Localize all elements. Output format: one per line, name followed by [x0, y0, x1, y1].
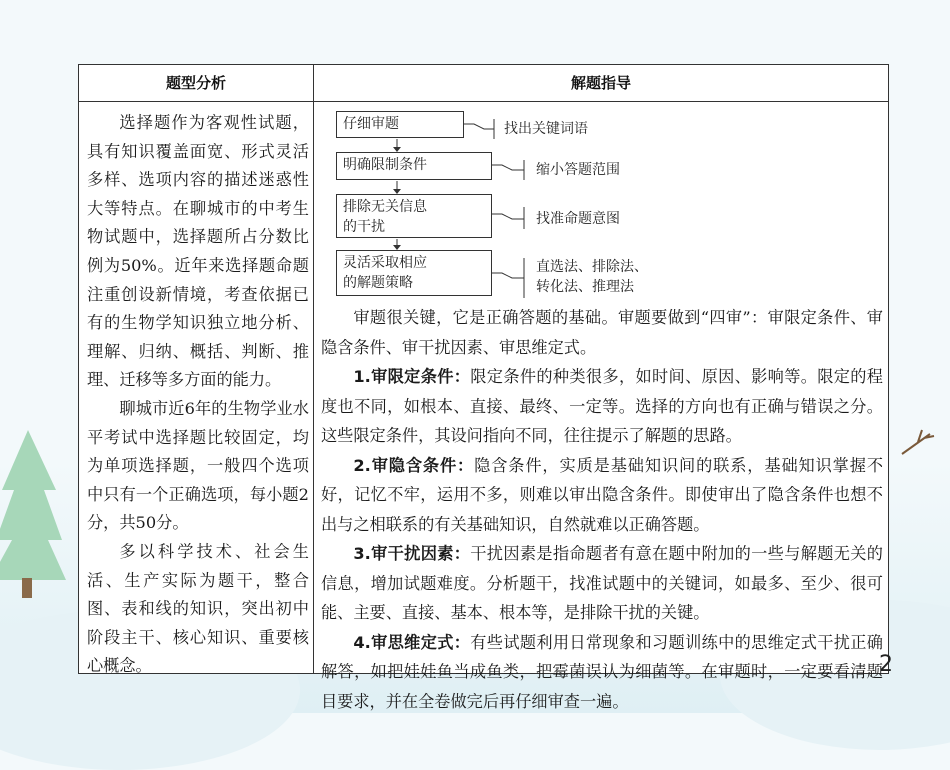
- flow-box-label: 仔细审题: [343, 116, 399, 132]
- flowchart: [314, 101, 889, 301]
- flow-box-strategy: [336, 250, 492, 296]
- analysis-text: [87, 109, 309, 681]
- guide-item: [321, 451, 883, 540]
- header-solving-guide: 解题指导: [570, 74, 631, 92]
- analysis-paragraph: 选择题作为客观性试题，具有知识覆盖面宽、形式灵活多样、选项内容的描述迷惑性大等特点。在聊城市的中考生物试题中，选择题所占分数比例为50%。近年来选择题命题注重创设新情境，考查依据已有的生物学知识独立地分析、理解、归纳、概括、判断、推理、迁移等多方面的能力。: [87, 113, 309, 390]
- flow-box-label: 明确限制条件: [343, 157, 427, 173]
- flow-result-keywords: 找出关键词语: [504, 121, 588, 137]
- guide-item-heading: 1.审限定条件：: [353, 367, 471, 386]
- guide-table: [78, 64, 889, 711]
- flow-result-methods: 转化法、推理法: [536, 279, 634, 295]
- guide-intro: 审题很关键，它是正确答题的基础。审题要做到“四审”：审限定条件、审隐含条件、审干扰因素、审思维定式。: [321, 308, 883, 357]
- guide-item-heading: 3.审干扰因素：: [353, 544, 471, 563]
- tree-icon: [0, 430, 80, 600]
- guide-item-heading: 4.审思维定式：: [353, 632, 471, 652]
- guide-item-heading: 2.审隐含条件：: [353, 455, 475, 475]
- flow-result-intent: 找准命题意图: [536, 211, 620, 227]
- guide-item-text: 有些试题利用日常现象和习题训练中的思维定式干扰正确解答，如把娃娃鱼当成鱼类，把霉菌误认为细菌等。在审题时，一定要看清题目要求，并在全卷做完后再仔细审查一遍。: [321, 632, 883, 711]
- flow-box-read-carefully: [336, 111, 464, 138]
- analysis-paragraph: 聊城市近6年的生物学业水平考试中选择题比较固定，均为单项选择题，一般四个选项中只有一个正确选项，每小题2分，共50分。: [87, 398, 309, 533]
- flow-box-label: 灵活采取相应: [343, 255, 427, 271]
- guide-item-text: 限定条件的种类很多，如时间、原因、影响等。限定的程度也不同，如根本、直接、最终、一定等。选择的方向也有正确与错误之分。这些限定条件，其设问指向不同，往往提示了解题的思路。: [321, 367, 883, 445]
- guide-item: [321, 539, 883, 628]
- flow-box-exclude-irrelevant: [336, 194, 492, 238]
- flow-result-methods: 直选法、排除法、: [536, 259, 648, 275]
- flow-box-label: 的干扰: [343, 219, 385, 235]
- table-header-row: [79, 65, 888, 102]
- flow-box-label: 的解题策略: [343, 275, 413, 291]
- guide-item-text: 隐含条件，实质是基础知识间的联系，基础知识掌握不好，记忆不牢，运用不多，则难以审出隐含条件。即使审出了隐含条件也想不出与之相联系的有关基础知识，自然就难以正确答题。: [321, 455, 884, 534]
- page-number: 2: [879, 652, 893, 677]
- guide-item: [321, 628, 883, 717]
- flow-box-conditions: [336, 152, 492, 180]
- guide-text: [321, 303, 883, 716]
- flow-result-narrow-scope: 缩小答题范围: [536, 162, 620, 178]
- twig-icon: [900, 420, 940, 460]
- header-question-analysis: 题型分析: [165, 74, 226, 92]
- flow-box-label: 排除无关信息: [343, 199, 427, 215]
- analysis-paragraph: 多以科学技术、社会生活、生产实际为题干，整合图、表和线的知识，突出初中阶段主干、核心知识、重要核心概念。: [87, 541, 309, 676]
- guide-item-text: 干扰因素是指命题者有意在题中附加的一些与解题无关的信息，增加试题难度。分析题干，找准试题中的关键词，如最多、至少、很可能、主要、直接、基本、根本等，是排除干扰的关键。: [321, 544, 883, 622]
- guide-item: [321, 362, 883, 451]
